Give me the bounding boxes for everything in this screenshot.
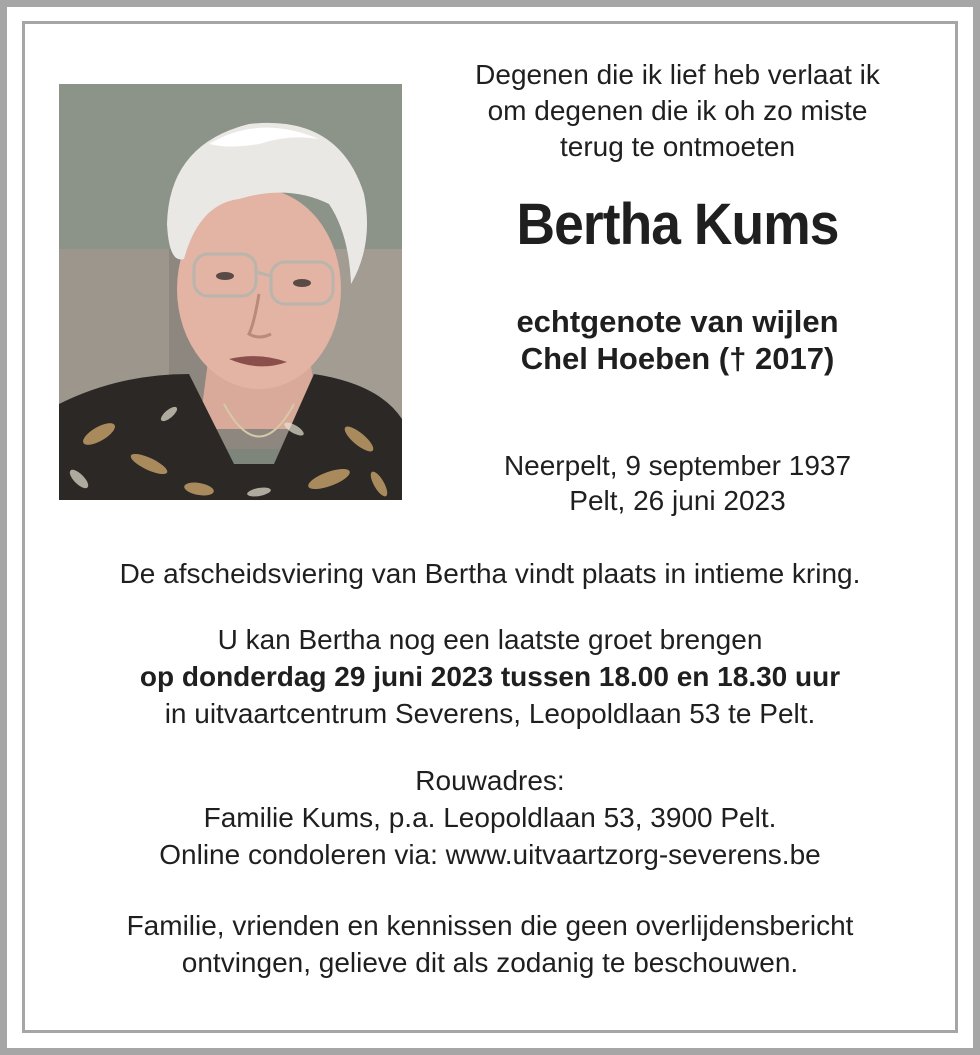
death-date: Pelt, 26 juni 2023 [569,485,786,516]
motto-line-3: terug te ontmoeten [559,131,796,162]
ceremony-notice [22,555,958,592]
visit-line-1: U kan Bertha nog een laatste groet brengen [217,624,763,655]
spouse-line-1: echtgenote van wijlen [516,304,839,339]
spouse-info [425,303,930,377]
visit-date-time: op donderdag 29 juni 2023 tussen 18.00 en 18.30 uur [139,661,841,692]
address-line: Familie Kums, p.a. Leopoldlaan 53, 3900 Pelt. [203,802,777,833]
mourning-address [22,762,958,873]
closing-notice [22,907,958,981]
spouse-line-2: Chel Hoeben († 2017) [520,341,835,376]
deceased-name: Bertha Kums [516,192,839,257]
motto-line-1: Degenen die ik lief heb verlaat ik [475,59,880,90]
birth-date: Neerpelt, 9 september 1937 [503,450,852,481]
visit-location: in uitvaartcentrum Severens, Leopoldlaan 53 te Pelt. [164,698,816,729]
address-label: Rouwadres: [415,765,565,796]
condolence-url: Online condoleren via: www.uitvaartzorg-severens.be [159,839,821,870]
memorial-motto [425,57,930,165]
notice-line-2: ontvingen, gelieve dit als zodanig te beschouwen. [181,947,799,978]
portrait-photo [59,84,402,500]
visitation-info [22,621,958,732]
notice-line-1: Familie, vrienden en kennissen die geen overlijdensbericht [126,910,854,941]
motto-line-2: om degenen die ik oh zo miste [487,95,868,126]
ceremony-text: De afscheidsviering van Bertha vindt plaats in intieme kring. [119,558,861,589]
life-dates [425,448,930,518]
